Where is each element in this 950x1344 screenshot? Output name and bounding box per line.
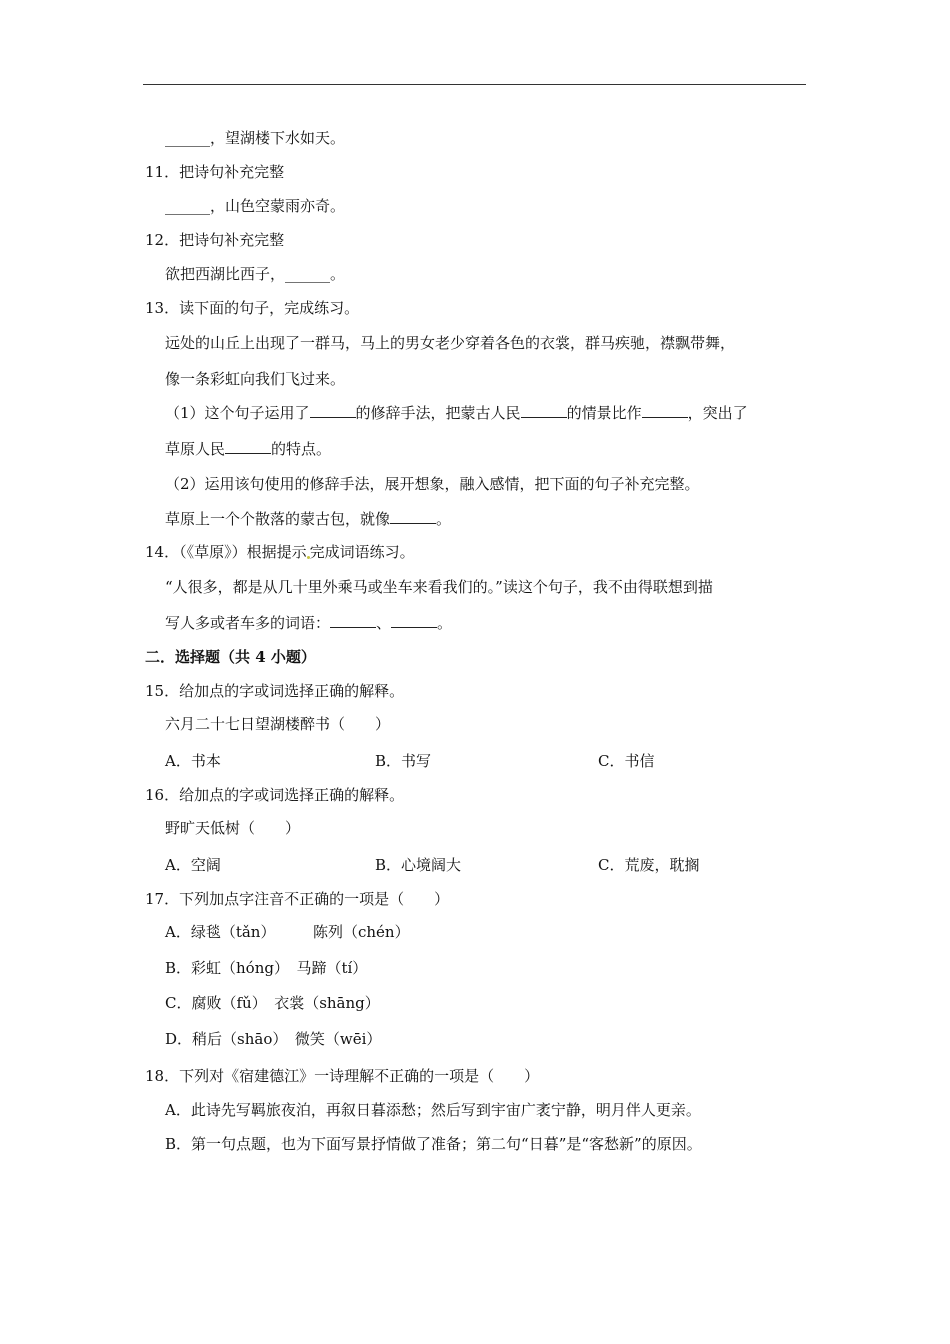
q12-blank: ______ — [285, 265, 331, 283]
q14-line2: 写人多或者车多的词语： 、 。 — [165, 614, 453, 632]
q15-option-a: A．书本 — [165, 752, 221, 770]
q13-stem: 13．读下面的句子，完成练习。 — [145, 299, 360, 317]
answer-blank — [310, 403, 356, 418]
q15-sentence: 六月二十七日望湖楼醉书（ ） — [165, 715, 391, 733]
q16-sentence: 野旷天低树（ ） — [165, 819, 301, 837]
answer-blank — [390, 509, 436, 524]
q15-option-b: B．书写 — [375, 752, 432, 770]
q18-option-b: B．第一句点题，也为下面写景抒情做了准备；第二句“日暮”是“客愁新”的原因。 — [165, 1135, 702, 1153]
q16-option-c: C．荒废，耽搁 — [598, 856, 700, 874]
q13-passage-line2: 像一条彩虹向我们飞过来。 — [165, 370, 346, 388]
q17-option-b: B．彩虹（hóng） 马蹄（tí） — [165, 959, 368, 977]
q17-option-d: D．稍后（shāo） 微笑（wēi） — [165, 1030, 382, 1048]
q16-option-a: A．空阔 — [165, 856, 221, 874]
q15-stem: 15．给加点的字或词选择正确的解释。 — [145, 682, 405, 700]
q16-option-b: B．心境阔大 — [375, 856, 462, 874]
q13-sub2: （2）运用该句使用的修辞手法，展开想象，融入感情，把下面的句子补充完整。 — [165, 475, 700, 493]
q14-line1: “人很多，都是从几十里外乘马或坐车来看我们的。”读这个句子，我不由得联想到描 — [165, 578, 713, 596]
q15-option-c: C．书信 — [598, 752, 655, 770]
q13-sub2-line2: 草原上一个个散落的蒙古包，就像 。 — [165, 510, 452, 528]
answer-blank — [521, 403, 567, 418]
q11-stem: 11．把诗句补充完整 — [145, 163, 285, 181]
answer-blank — [330, 613, 376, 628]
q17-stem: 17．下列加点字注音不正确的一项是（ ） — [145, 890, 450, 908]
answer-blank — [642, 403, 688, 418]
answer-blank — [225, 439, 271, 454]
q10-blank: ______ — [165, 129, 210, 147]
q12-stem: 12．把诗句补充完整 — [145, 231, 285, 249]
q18-option-a: A．此诗先写羁旅夜泊，再叙日暮添愁；然后写到宇宙广袤宁静，明月伴人更亲。 — [165, 1101, 701, 1119]
header-rule — [143, 84, 806, 85]
q13-sub1: （1）这个句子运用了 的修辞手法，把蒙古人民 的情景比作 ，突出了 — [165, 404, 748, 422]
q11-line: ______，山色空蒙雨亦奇。 — [165, 197, 346, 215]
q16-stem: 16．给加点的字或词选择正确的解释。 — [145, 786, 405, 804]
answer-blank — [391, 613, 437, 628]
q11-blank: ______ — [165, 197, 210, 215]
q17-option-a: A．绿毯（tǎn） 陈列（chén） — [165, 923, 410, 941]
q13-sub1-line2: 草原人民 的特点。 — [165, 440, 332, 458]
q14-stem: 14．（《草原》）根据提示 完成词语练习。 — [145, 543, 415, 561]
q13-passage-line1: 远处的山丘上出现了一群马，马上的男女老少穿着各色的衣裳，群马疾驰，襟飘带舞， — [165, 334, 736, 352]
q10-line: ______，望湖楼下水如天。 — [165, 129, 346, 147]
q17-option-c: C．腐败（fǔ） 衣裳（shāng） — [165, 994, 380, 1012]
q12-line: 欲把西湖比西子，______。 — [165, 265, 346, 283]
section-title: 二．选择题（共 4 小题） — [145, 648, 316, 666]
q18-stem: 18．下列对《宿建德江》一诗理解不正确的一项是（ ） — [145, 1067, 540, 1085]
